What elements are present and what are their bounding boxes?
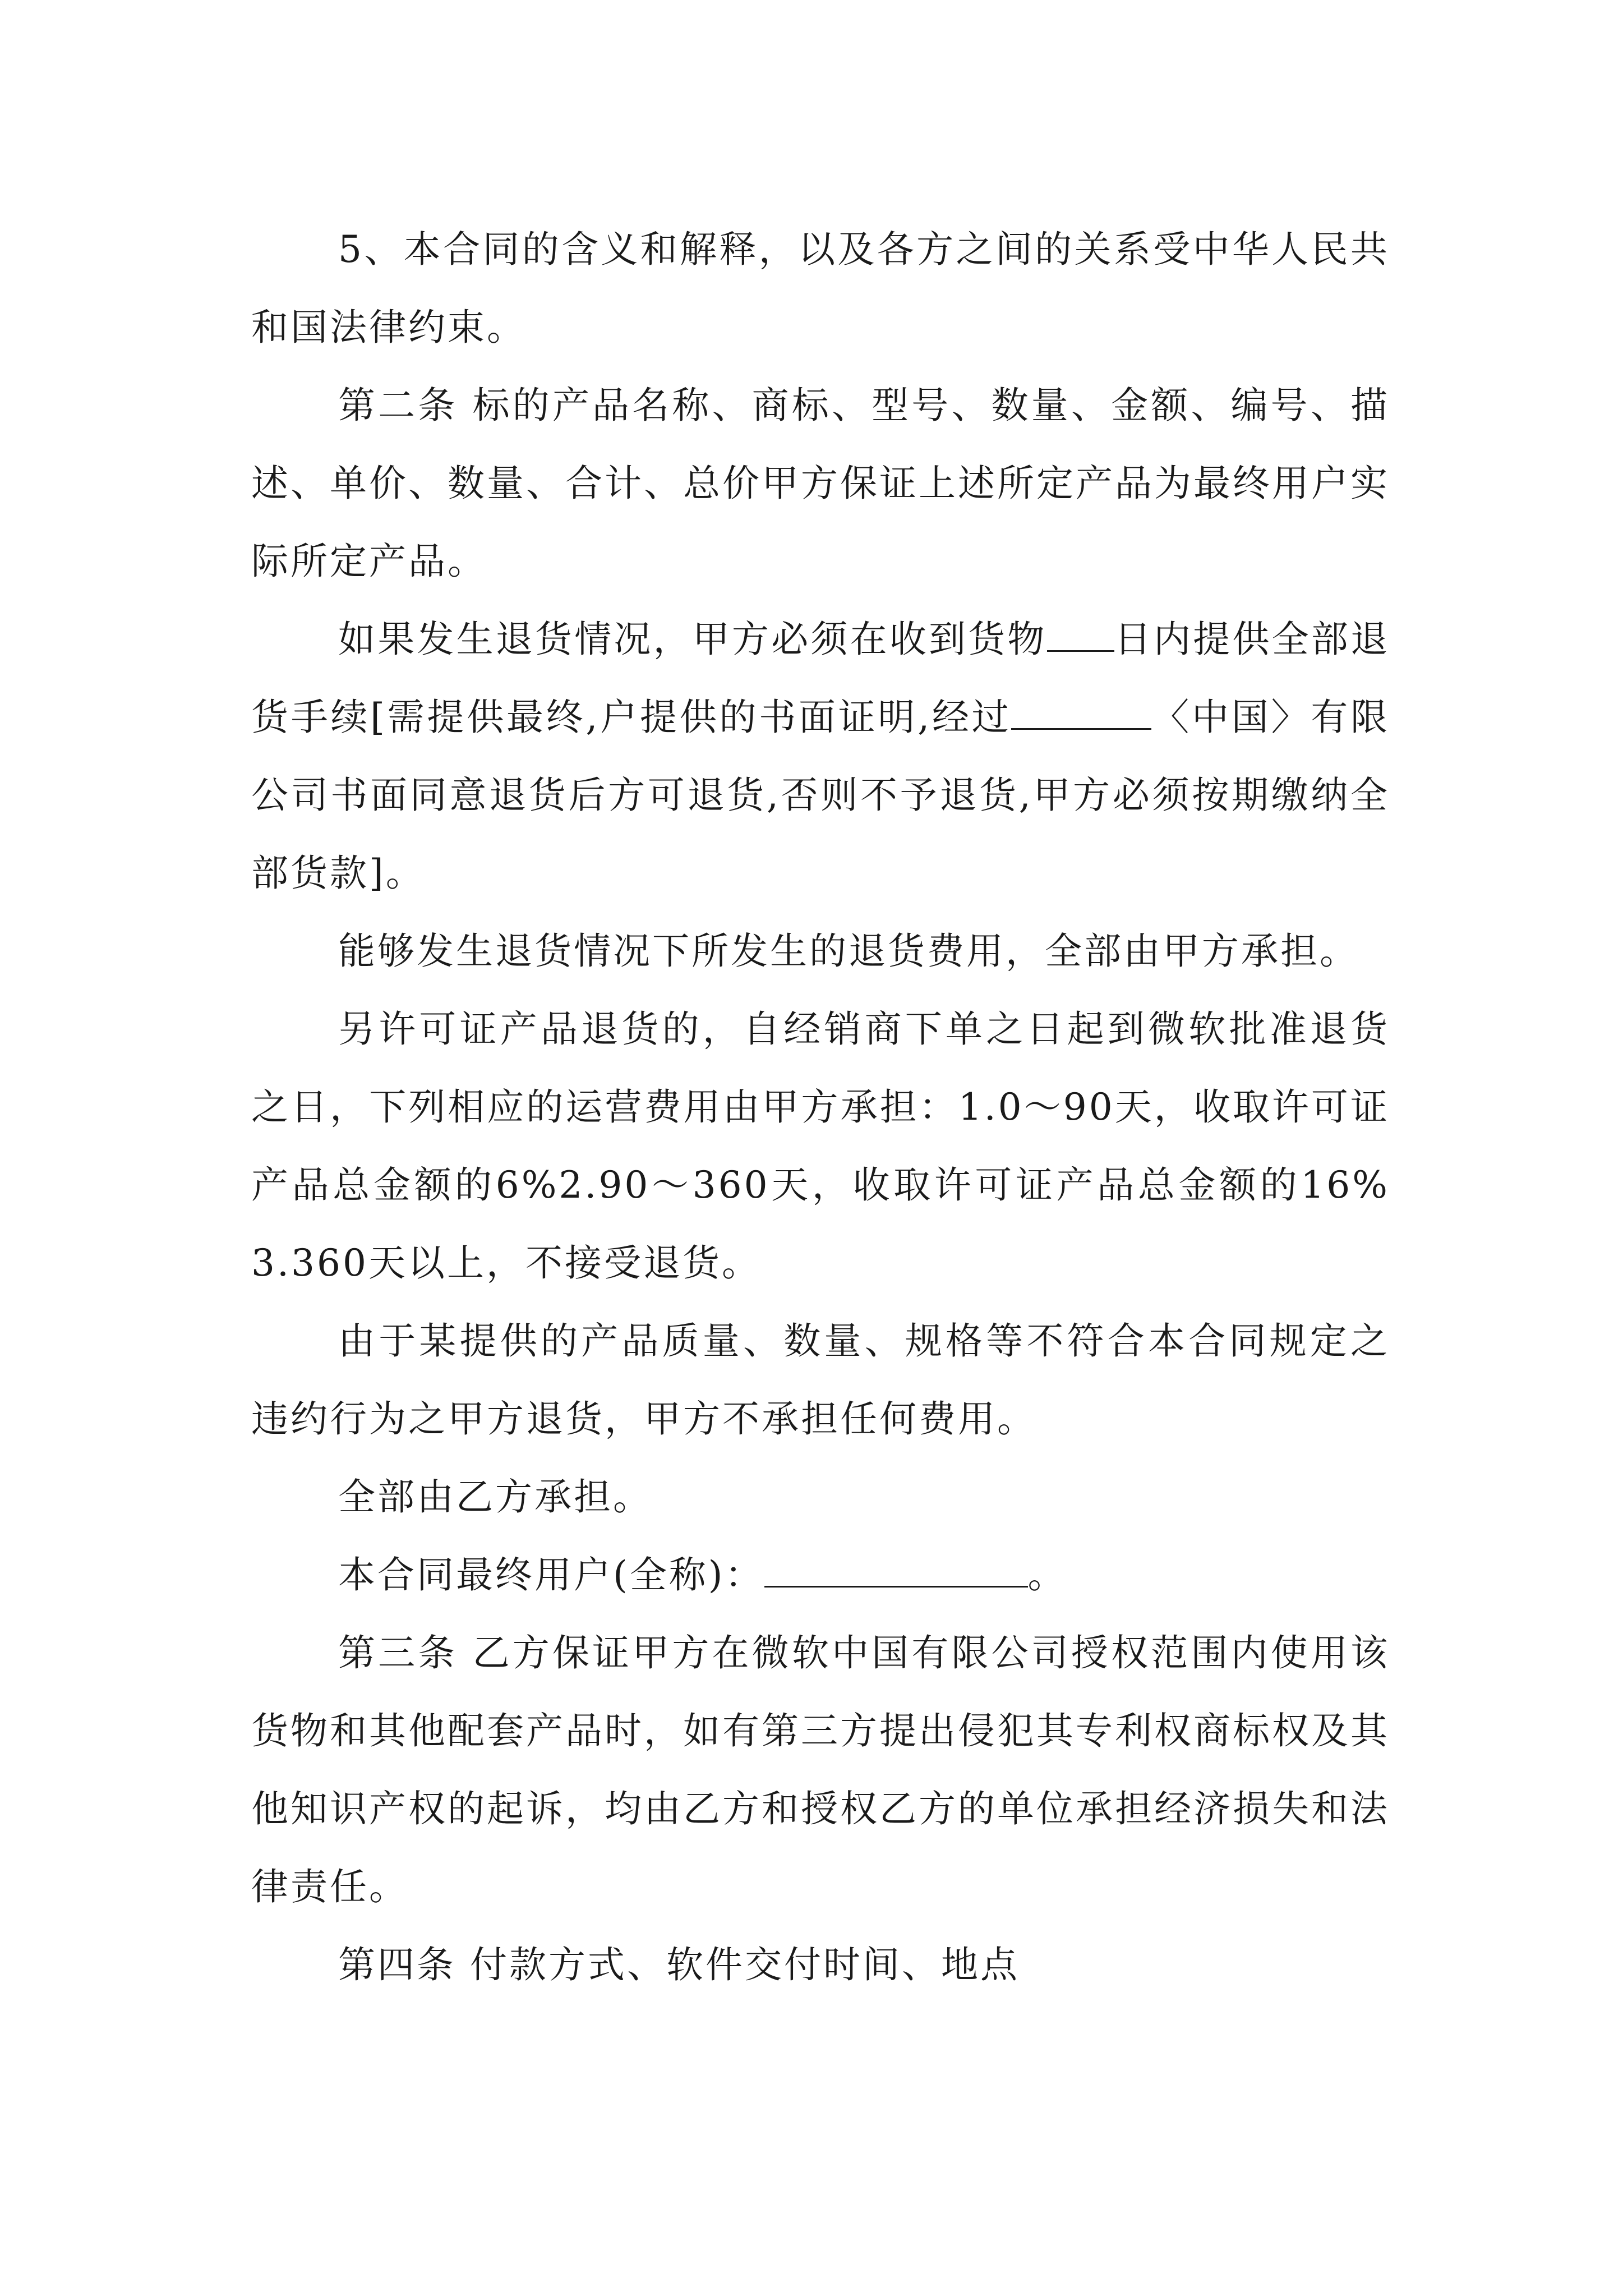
return-cost-paragraph: 能够发生退货情况下所发生的退货费用，全部由甲方承担。 bbox=[338, 930, 1359, 973]
end-user-blank bbox=[764, 1547, 1028, 1588]
return-text-3: 〈中国〉有限公司书面同意退货后方可退货,否则不予退货,甲方必须按期缴纳全部货款]。 bbox=[251, 696, 1390, 895]
article-2-products: 第二条 标的产品名称、商标、型号、数量、金额、编号、描述、单价、数量、合计、总价甲方保证上述所定产品为最终用户实际所定产品。 bbox=[251, 384, 1390, 583]
return-text-1: 如果发生退货情况，甲方必须在收到货物 bbox=[338, 618, 1047, 661]
return-text-2: 日内提供全部退货手续[需提供最终,户提供的书面证明,经过 bbox=[251, 618, 1390, 739]
end-user-paragraph bbox=[251, 1536, 1390, 1614]
seller-bears-paragraph: 全部由乙方承担。 bbox=[338, 1475, 652, 1519]
days-blank bbox=[1047, 611, 1114, 652]
quality-return-paragraph: 由于某提供的产品质量、数量、规格等不符合本合同规定之违约行为之甲方退货，甲方不承担任何费用。 bbox=[251, 1319, 1390, 1441]
end-user-period: 。 bbox=[1027, 1553, 1067, 1596]
article-4-payment: 第四条 付款方式、软件交付时间、地点 bbox=[338, 1943, 1020, 1986]
return-procedure-paragraph bbox=[251, 600, 1390, 912]
article-3-ip: 第三条 乙方保证甲方在微软中国有限公司授权范围内使用该货物和其他配套产品时，如有第三方提出侵犯其专利权商标权及其他知识产权的起诉，均由乙方和授权乙方的单位承担经济损失和法律责任。 bbox=[251, 1631, 1390, 1908]
document-page bbox=[251, 210, 1390, 2004]
clause-5-governing-law: 5、本合同的含义和解释，以及各方之间的关系受中华人民共和国法律约束。 bbox=[251, 228, 1390, 349]
end-user-label: 本合同最终用户(全称)： bbox=[338, 1553, 764, 1596]
license-return-paragraph: 另许可证产品退货的，自经销商下单之日起到微软批准退货之日，下列相应的运营费用由甲方承担：1.0～90天，收取许可证产品总金额的6%2.90～360天，收取许可证产品总金额的16%3.360天以上，不接受退货。 bbox=[251, 1007, 1390, 1285]
company-blank bbox=[1011, 689, 1151, 730]
